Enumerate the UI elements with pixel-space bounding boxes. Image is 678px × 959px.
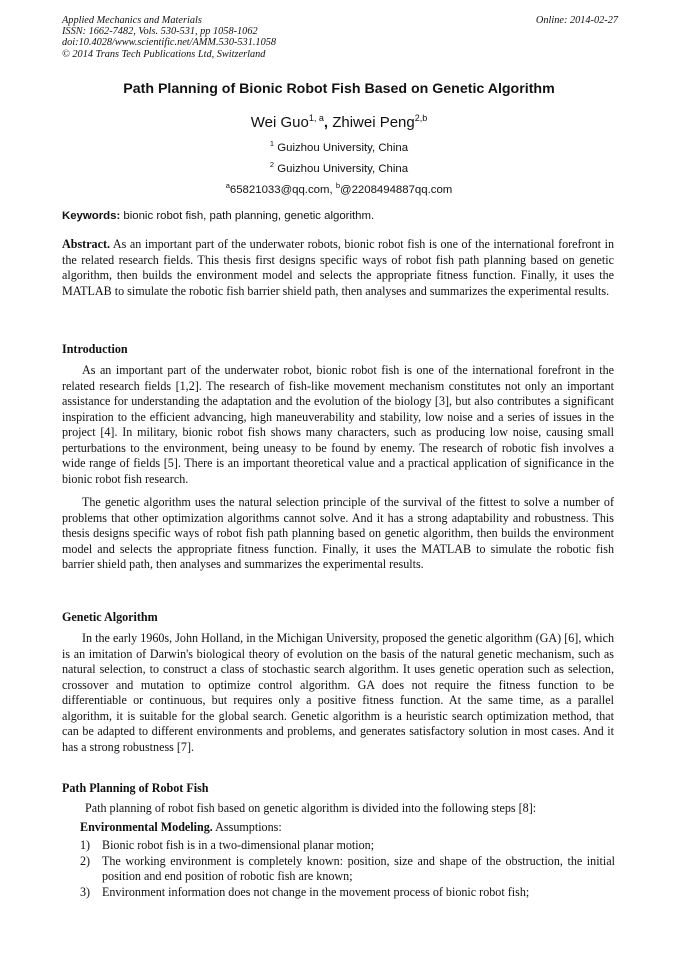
author-separator: ,	[323, 114, 329, 131]
list-item	[80, 838, 615, 854]
keywords	[62, 210, 618, 222]
genetic-paragraph-1: In the early 1960s, John Holland, in the Michigan University, proposed the genetic algorithm (GA) [6], which is an imitation of Darwin's biological theory of evolution on the basis of the natural genetic mechanism, such as natural selection, to construct a class of stochastic search algorithm. It uses genetic operation such as selection, crossover and mutation to optimize control algorithm. GA does not require the fitness function to be differentiable or continuous, but requires only a positive fitness function. At the same time, as a parallel algorithm, it is suitable for the global search. Genetic algorithm is a heuristic search optimization method, that can be adapted to different environments and problems, and generates satisfactory solution in most cases. And it has a strong robustness [7].	[62, 631, 614, 754]
author-name: Wei Guo	[250, 114, 309, 131]
copyright-line: © 2014 Trans Tech Publications Ltd, Switzerland	[62, 48, 266, 60]
environmental-modeling-label: Environmental Modeling.	[80, 820, 213, 834]
environmental-modeling	[80, 820, 615, 836]
abstract-text: As an important part of the underwater robots, bionic robot fish is one of the international forefront in the related research fields. This thesis first designs specific ways of robot fish path planning based on genetic algorithm, then builds the environment model and selects the appropriate fitness function. Finally, it uses the MATLAB to simulate the robotic fish barrier shield path, then analyses and summarizes the experimental results.	[62, 237, 614, 298]
journal-header	[62, 15, 618, 60]
list-item-number: 3)	[80, 884, 91, 899]
paper-title: Path Planning of Bionic Robot Fish Based on Genetic Algorithm	[123, 81, 555, 97]
abstract	[62, 237, 614, 299]
email-a: 65821033@qq.com,	[229, 183, 336, 196]
email-superscript: b	[335, 181, 340, 190]
list-item-number: 2)	[80, 853, 91, 868]
assumptions-list	[80, 838, 615, 900]
doi-line: doi:10.4028/www.scientific.net/AMM.530-531.1058	[62, 37, 277, 49]
section-heading-path-planning: Path Planning of Robot Fish	[62, 781, 209, 795]
author-superscript: 2,b	[414, 113, 428, 123]
list-item	[80, 854, 615, 885]
author-line	[0, 113, 678, 131]
author-emails	[0, 181, 678, 196]
section-heading-genetic-algorithm: Genetic Algorithm	[62, 610, 158, 624]
journal-name: Applied Mechanics and Materials	[62, 15, 202, 26]
email-b: @2208494887qq.com	[340, 183, 453, 196]
abstract-label: Abstract.	[62, 237, 111, 251]
affiliation-1	[0, 139, 678, 154]
introduction-paragraph-2: The genetic algorithm uses the natural selection principle of the survival of the fittest to solve a number of problems that other optimization algorithms cannot solve. And it has a strong adaptability and robustness. This thesis designs specific ways of robot fish path planning based on genetic algorithm, then builds the environment model and selects the appropriate fitness function. Finally, it uses the MATLAB to simulate the robotic fish barrier shield path, then analyses and summarizes the experimental results.	[62, 495, 614, 571]
path-planning-intro: Path planning of robot fish based on genetic algorithm is divided into the following steps [8]:	[85, 801, 537, 815]
affiliation-text: Guizhou University, China	[277, 141, 409, 154]
issn-line: ISSN: 1662-7482, Vols. 530-531, pp 1058-1062	[62, 26, 258, 38]
environmental-modeling-text: Assumptions:	[212, 820, 282, 834]
author-name: Zhiwei Peng	[332, 114, 415, 131]
affiliation-2	[0, 160, 678, 175]
affiliation-superscript: 1	[269, 139, 275, 148]
list-item-number: 1)	[80, 838, 91, 852]
list-item-text: Bionic robot fish is in a two-dimensional planar motion;	[102, 838, 375, 852]
affiliation-superscript: 2	[269, 160, 275, 169]
keywords-text: bionic robot fish, path planning, genetic algorithm.	[120, 210, 375, 222]
author-superscript: 1, a	[308, 113, 324, 123]
list-item-text: Environment information does not change in the movement process of bionic robot fish;	[102, 884, 530, 899]
affiliation-text: Guizhou University, China	[277, 162, 409, 175]
section-heading-introduction: Introduction	[62, 342, 128, 356]
introduction-paragraph-1: As an important part of the underwater robot, bionic robot fish is one of the international forefront in the related research fields [1,2]. The research of fish-like movement mechanism constitutes not only an important assistance for understanding the adaptation and the evolution of the biology [3], but also contributes a significant inspiration to the efficient advancing, high maneuverability and stability, low noise and a series of issues in the project [4]. In military, bionic robot fish shows many characters, such as producing low noise, causing small perturbations to the environment, being uneasy to be found by enemy. The research of robotic fish involves a wide range of fields [5]. There is an important theoretical value and a practical application of significance in the bionic robot fish research.	[62, 363, 614, 486]
list-item-text: The working environment is completely known: position, size and shape of the obstruction, the initial position and end position of robotic fish are known;	[102, 853, 615, 883]
email-superscript: a	[225, 181, 230, 190]
keywords-label: Keywords:	[62, 210, 121, 222]
online-date: Online: 2014-02-27	[535, 15, 618, 26]
list-item	[80, 885, 615, 901]
